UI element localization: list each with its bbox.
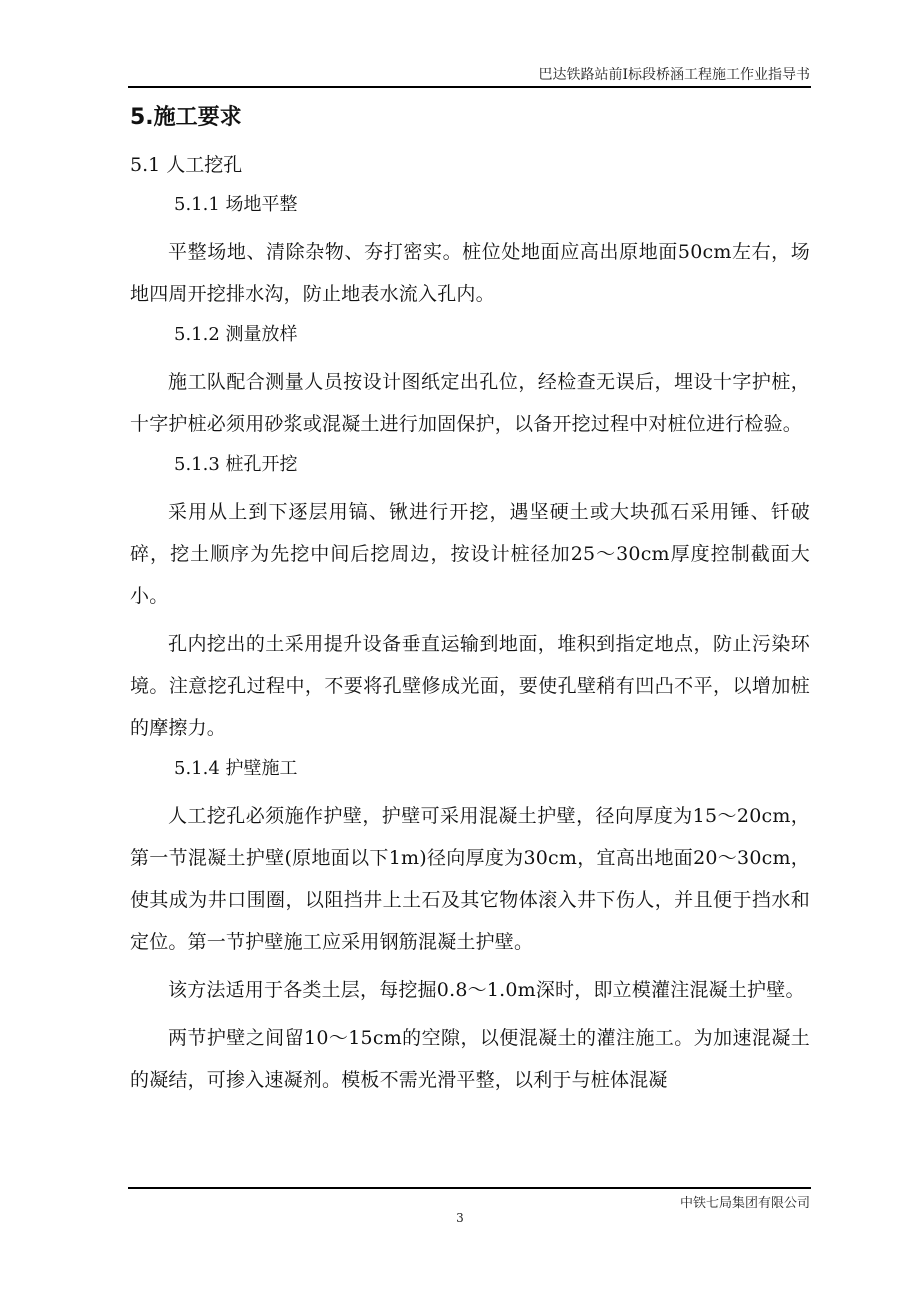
paragraph: 人工挖孔必须施作护壁，护壁可采用混凝土护壁，径向厚度为15～20cm，第一节混凝土护壁(原地面以下1m)径向厚度为30cm，宜高出地面20～30cm，使其成为井口围圈，以阻挡井上土石及其它物体滚入井下伤人，并且便于挡水和定位。第一节护壁施工应采用钢筋混凝土护壁。 bbox=[130, 805, 810, 953]
paragraph: 孔内挖出的土采用提升设备垂直运输到地面，堆积到指定地点，防止污染环境。注意挖孔过程中，不要将孔壁修成光面，要使孔壁稍有凹凸不平，以增加桩的摩擦力。 bbox=[130, 633, 810, 739]
running-header: 巴达铁路站前Ⅰ标段桥涵工程施工作业指导书 bbox=[538, 67, 810, 83]
section-title: 5.施工要求 bbox=[130, 105, 242, 130]
subsection-title: 5.1 人工挖孔 bbox=[130, 154, 243, 176]
footer-rule bbox=[128, 1187, 811, 1189]
paragraph: 采用从上到下逐层用镐、锹进行开挖，遇坚硬土或大块孤石采用锤、钎破碎，挖土顺序为先挖中间后挖周边，按设计桩径加25～30cm厚度控制截面大小。 bbox=[130, 501, 810, 607]
item-heading: 5.1.1 场地平整 bbox=[174, 194, 298, 215]
item-heading: 5.1.3 桩孔开挖 bbox=[174, 454, 298, 475]
paragraph: 施工队配合测量人员按设计图纸定出孔位，经检查无误后，埋设十字护桩，十字护桩必须用砂浆或混凝土进行加固保护，以备开挖过程中对桩位进行检验。 bbox=[130, 371, 810, 435]
page-content bbox=[130, 100, 810, 1107]
paragraph: 平整场地、清除杂物、夯打密实。桩位处地面应高出原地面50cm左右，场地四周开挖排水沟，防止地表水流入孔内。 bbox=[130, 241, 810, 305]
page-number: 3 bbox=[456, 1211, 464, 1225]
item-heading: 5.1.4 护壁施工 bbox=[174, 758, 298, 779]
header-rule bbox=[128, 86, 811, 88]
paragraph: 两节护壁之间留10～15cm的空隙，以便混凝土的灌注施工。为加速混凝土的凝结，可掺入速凝剂。模板不需光滑平整，以利于与桩体混凝 bbox=[130, 1027, 810, 1091]
item-heading: 5.1.2 测量放样 bbox=[174, 324, 298, 345]
footer-company: 中铁七局集团有限公司 bbox=[679, 1196, 810, 1211]
paragraph: 该方法适用于各类土层，每挖掘0.8～1.0m深时，即立模灌注混凝土护壁。 bbox=[168, 979, 805, 1001]
